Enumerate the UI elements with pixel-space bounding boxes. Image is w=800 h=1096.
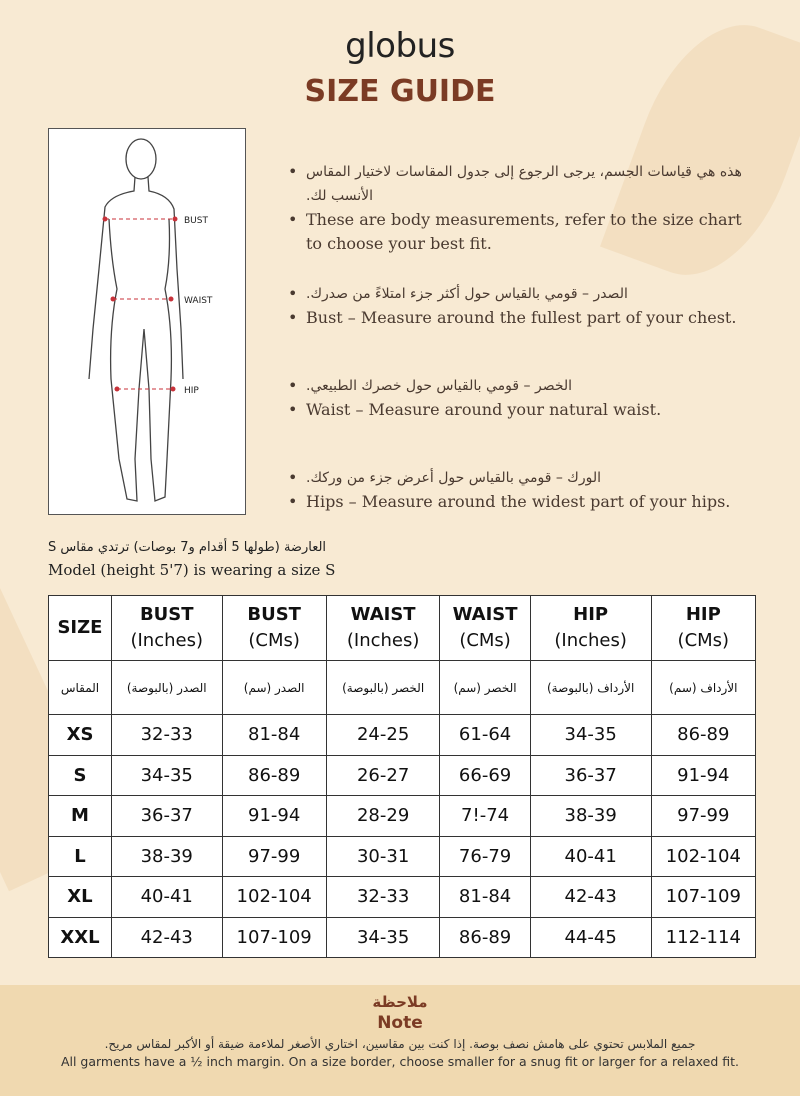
figure-label-hip: HIP [184,386,199,396]
bullet-en: These are body measurements, refer to the size chart to choose your best fit. [306,210,742,253]
measurement-cell: 36-37 [111,796,222,837]
column-header [326,596,440,661]
column-header [49,596,112,661]
brand-logo: globus [345,26,455,66]
measurement-cell: 36-37 [530,755,651,796]
bullet-ar: الصدر – قومي بالقياس حول أكثر جزء امتلاءً من صدرك. [306,286,628,302]
measurement-cell: 107-109 [222,917,326,958]
measurement-cell: 42-43 [530,877,651,918]
table-row [49,715,756,756]
measurement-cell: 107-109 [651,877,755,918]
measurement-cell: 97-99 [651,796,755,837]
column-header [530,596,651,661]
figure-label-bust: BUST [184,216,208,226]
measurement-cell: 28-29 [326,796,440,837]
note-text-en: All garments have a ½ inch margin. On a size border, choose smaller for a snug fit or larger for a relaxed fit. [60,1054,740,1069]
header-unit: (Inches) [130,630,203,651]
body-figure [48,128,246,515]
measurement-instructions: • هذه هي قياسات الجسم، يرجى الرجوع إلى جدول المقاسات لاختيار المقاس الأنسب لك. • These are body measurements, refer to the size chart to choose your best fit. • الصدر – قومي بالقياس حول أكثر جزء امتلاءً من صدرك. • Bust – Measure around the fullest part of your chest. • الخصر – قومي بالقياس حول خصرك الطبيعي. • Waist – Measure around your natural waist. • الورك – قومي بالقياس حول أعرض جزء من وركك. • Hips – Measure around the widest part of your hips. [288,160,758,548]
header-label: HIP [573,604,609,625]
model-info-ar: العارضة (طولها 5 أقدام و7 بوصات) ترتدي مقاس S [48,540,327,555]
measurement-cell: 102-104 [651,836,755,877]
arabic-header: الأرداف (بالبوصة) [530,661,651,715]
measurement-cell: 34-35 [111,755,222,796]
measurement-cell: 42-43 [111,917,222,958]
measurement-cell: 34-35 [326,917,440,958]
note-title-ar: ملاحظة [372,993,428,1011]
measurement-cell: 97-99 [222,836,326,877]
measurement-cell: 102-104 [222,877,326,918]
size-cell: S [49,755,112,796]
arabic-header-row [49,661,756,715]
header-label: WAIST [452,604,518,625]
measurement-cell: 81-84 [440,877,530,918]
note-section [0,985,800,1096]
model-info-en: Model (height 5'7) is wearing a size S [48,561,336,579]
size-cell: XXL [49,917,112,958]
column-header [651,596,755,661]
bullet-ar: الورك – قومي بالقياس حول أعرض جزء من وركك. [306,470,601,486]
measurement-cell: 44-45 [530,917,651,958]
measurement-cell: 112-114 [651,917,755,958]
size-chart-table [48,595,756,958]
measurement-cell: 32-33 [111,715,222,756]
measurement-cell: 26-27 [326,755,440,796]
bullet-en: Waist – Measure around your natural waist. [306,400,662,419]
arabic-header: المقاس [49,661,112,715]
header-label: SIZE [57,617,103,638]
header-label: BUST [247,604,301,625]
measurement-cell: 91-94 [222,796,326,837]
header-unit: (CMs) [248,630,300,651]
note-text-ar: جميع الملابس تحتوي على هامش نصف بوصة. إذا كنت بين مقاسين، اختاري الأصغر لملاءمة ضيقة أو الأكبر لمقاس مريح. [104,1037,696,1051]
measurement-cell: 38-39 [530,796,651,837]
measurement-cell: 34-35 [530,715,651,756]
header-unit: (Inches) [554,630,627,651]
table-row [49,836,756,877]
figure-label-waist: WAIST [184,296,213,306]
measurement-cell: 81-84 [222,715,326,756]
arabic-header: الصدر (سم) [222,661,326,715]
model-info [48,537,335,581]
header-unit: (Inches) [346,630,420,651]
bullet-en: Bust – Measure around the fullest part of your chest. [306,308,737,327]
table-row [49,796,756,837]
header-row [49,596,756,661]
measurement-cell: 91-94 [651,755,755,796]
measurement-cell: 40-41 [111,877,222,918]
column-header [111,596,222,661]
table-row [49,917,756,958]
measurement-cell: 40-41 [530,836,651,877]
measurement-cell: 24-25 [326,715,440,756]
arabic-header: الخصر (بالبوصة) [326,661,440,715]
measurement-cell: 86-89 [222,755,326,796]
measurement-cell: 7!-74 [440,796,530,837]
size-cell: XS [49,715,112,756]
size-cell: L [49,836,112,877]
note-title-en: Note [377,1013,423,1033]
arabic-header: الخصر (سم) [440,661,530,715]
table-row [49,877,756,918]
header-unit: (CMs) [677,630,730,651]
bullet-ar: هذه هي قياسات الجسم، يرجى الرجوع إلى جدول المقاسات لاختيار المقاس الأنسب لك. [306,164,742,204]
size-cell: M [49,796,112,837]
measurement-cell: 61-64 [440,715,530,756]
bullet-ar: الخصر – قومي بالقياس حول خصرك الطبيعي. [306,378,573,394]
measurement-cell: 32-33 [326,877,440,918]
body-outline-illustration [49,129,245,514]
measurement-cell: 30-31 [326,836,440,877]
header-label: BUST [139,604,194,625]
header-unit: (CMs) [459,630,511,651]
table-row [49,755,756,796]
arabic-header: الصدر (بالبوصة) [111,661,222,715]
bullet-en: Hips – Measure around the widest part of your hips. [306,492,731,511]
measurement-cell: 38-39 [111,836,222,877]
header-label: HIP [685,604,721,625]
page-title: SIZE GUIDE [304,74,496,109]
arabic-header: الأرداف (سم) [651,661,755,715]
column-header [222,596,326,661]
header-label: WAIST [350,604,416,625]
size-cell: XL [49,877,112,918]
measurement-cell: 86-89 [440,917,530,958]
measurement-cell: 76-79 [440,836,530,877]
measurement-cell: 66-69 [440,755,530,796]
measurement-cell: 86-89 [651,715,755,756]
column-header [440,596,530,661]
